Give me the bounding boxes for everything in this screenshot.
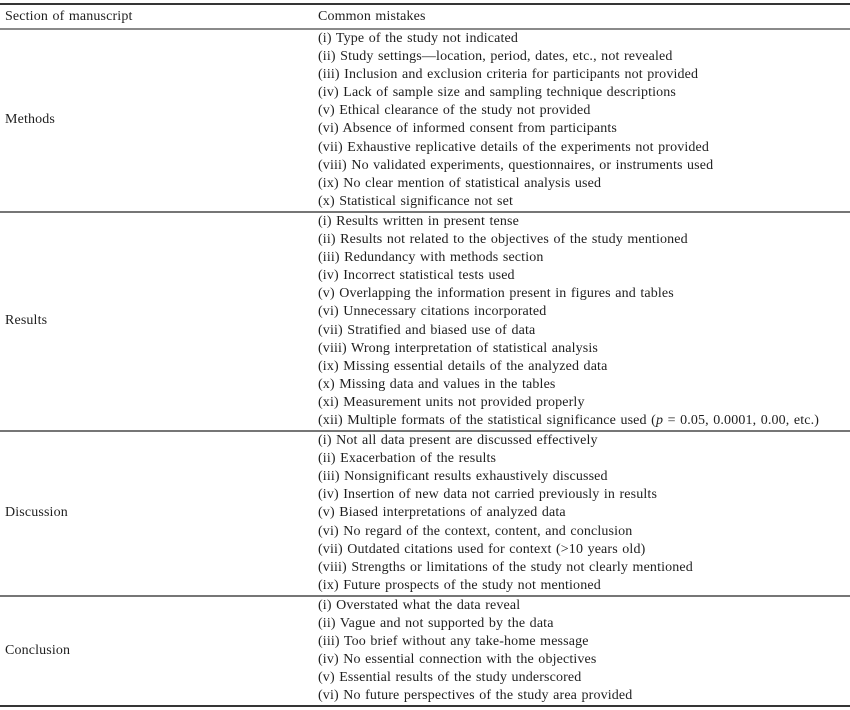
mistake-item: (iii) Too brief without any take-home message: [318, 634, 589, 650]
mistake-item: (v) Ethical clearance of the study not provided: [318, 103, 591, 119]
mistake-item: (ii) Study settings—location, period, dates, etc., not revealed: [318, 49, 673, 65]
mistake-item: (ii) Results not related to the objectives of the study mentioned: [318, 232, 688, 248]
table-header-row: [0, 5, 850, 30]
mistake-item: (viii) Strengths or limitations of the study not clearly mentioned: [318, 559, 693, 575]
mistake-item: (xi) Measurement units not provided properly: [318, 394, 585, 410]
mistake-item: (iv) Insertion of new data not carried previously in results: [318, 487, 658, 503]
mistake-item: (ii) Exacerbation of the results: [318, 451, 497, 467]
mistake-item: (iv) No essential connection with the objectives: [318, 652, 597, 668]
table-row: [0, 597, 850, 706]
table-body: [0, 30, 850, 705]
mistake-list: [318, 432, 850, 595]
mistake-item: (iv) Incorrect statistical tests used: [318, 268, 515, 284]
table-row: [0, 213, 850, 432]
mistake-item: (iv) Lack of sample size and sampling technique descriptions: [318, 85, 677, 101]
mistake-item: (iii) Redundancy with methods section: [318, 250, 544, 266]
section-cell: [0, 213, 318, 430]
mistake-item: (iii) Inclusion and exclusion criteria for participants not provided: [318, 67, 699, 83]
mistake-list: [318, 213, 850, 430]
mistake-item: (v) Overlapping the information present in figures and tables: [318, 286, 674, 302]
mistake-item: (vi) No future perspectives of the study area provided: [318, 688, 633, 704]
section-cell: [0, 30, 318, 211]
mistake-item: (xii) Multiple formats of the statistical significance used (p = 0.05, 0.0001, 0.00, etc.): [318, 412, 820, 428]
mistake-item: (v) Essential results of the study underscored: [318, 670, 582, 686]
manuscript-mistakes-table: [0, 3, 850, 707]
section-cell: [0, 597, 318, 706]
mistake-item: (vi) Unnecessary citations incorporated: [318, 304, 547, 320]
mistake-item: (i) Results written in present tense: [318, 213, 519, 229]
mistake-item: (iii) Nonsignificant results exhaustively discussed: [318, 469, 608, 485]
table-row: [0, 432, 850, 597]
mistake-item: (vi) Absence of informed consent from participants: [318, 121, 617, 137]
mistake-list: [318, 30, 850, 211]
table-row: [0, 30, 850, 213]
mistake-item: (ix) Future prospects of the study not mentioned: [318, 577, 601, 593]
mistake-item: (vii) Stratified and biased use of data: [318, 322, 536, 338]
column-header-section-of-manuscript: Section of manuscript: [5, 9, 133, 24]
mistake-item: (v) Biased interpretations of analyzed data: [318, 505, 566, 521]
mistake-item: (ix) No clear mention of statistical analysis used: [318, 175, 602, 191]
mistake-list: [318, 597, 850, 706]
mistake-item: (ix) Missing essential details of the analyzed data: [318, 358, 608, 374]
section-cell: [0, 432, 318, 595]
section-label: Discussion: [5, 505, 68, 521]
column-header-common-mistakes: Common mistakes: [318, 9, 426, 24]
mistake-item: (i) Not all data present are discussed effectively: [318, 433, 598, 449]
mistake-item: (x) Statistical significance not set: [318, 193, 514, 209]
section-label: Conclusion: [5, 643, 71, 659]
mistake-item: (vii) Exhaustive replicative details of the experiments not provided: [318, 139, 710, 155]
section-label: Methods: [5, 112, 55, 128]
mistake-item: (i) Overstated what the data reveal: [318, 597, 521, 613]
mistake-item: (vii) Outdated citations used for context (>10 years old): [318, 541, 646, 557]
mistake-item: (vi) No regard of the context, content, and conclusion: [318, 523, 633, 539]
section-label: Results: [5, 313, 48, 329]
mistake-item: (viii) Wrong interpretation of statistical analysis: [318, 340, 598, 356]
mistake-item: (ii) Vague and not supported by the data: [318, 616, 554, 631]
mistake-item: (x) Missing data and values in the tables: [318, 376, 556, 392]
mistake-item: (viii) No validated experiments, questionnaires, or instruments used: [318, 157, 714, 173]
mistake-item: (i) Type of the study not indicated: [318, 31, 518, 46]
